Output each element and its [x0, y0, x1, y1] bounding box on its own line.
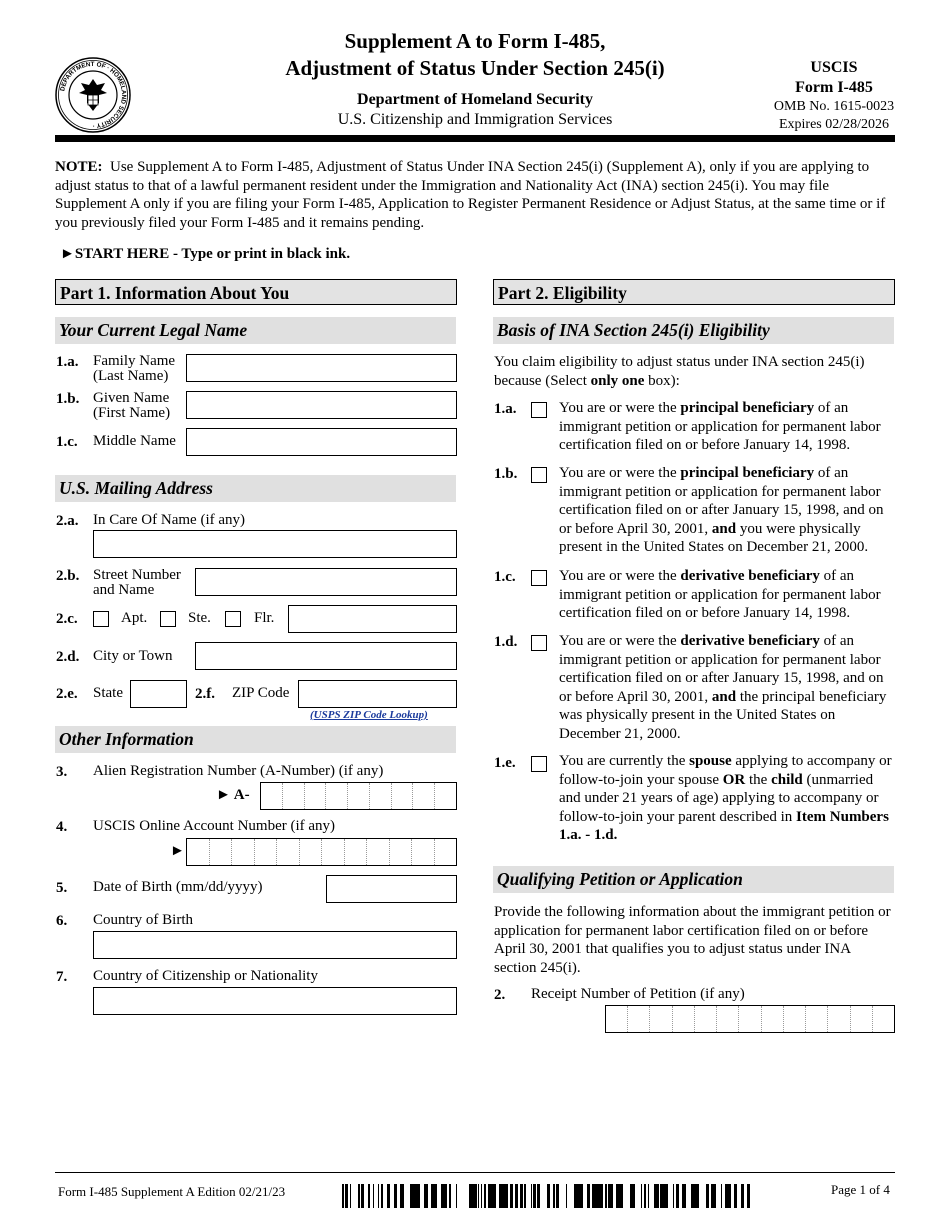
country-birth-number: 6. — [56, 913, 68, 929]
other-info-heading: Other Information — [55, 726, 456, 753]
agency-name: U.S. Citizenship and Immigration Services — [337, 111, 613, 128]
street-number: 2.b. — [56, 568, 80, 584]
intro-text: You claim eligibility to adjust status under INA section 245(i) because (Select — [494, 354, 865, 389]
option-1e-or: OR — [722, 771, 746, 788]
given-name-input[interactable] — [186, 391, 457, 419]
city-input[interactable] — [195, 642, 457, 670]
option-1b-mid: of an immigrant petition or application for permanent labor certification filed on or after January 15, 1998, and on or before April 30, 2001, — [559, 465, 884, 537]
option-1e-mid: applying to accompany or follow-to-join your spouse — [559, 753, 892, 788]
receipt-number-label: Receipt Number of Petition (if any) — [531, 986, 745, 1002]
expiration-date: Expires 02/28/2026 — [778, 117, 890, 132]
street-input[interactable] — [195, 568, 457, 596]
middle-name-label: Middle Name — [93, 433, 176, 449]
option-1b-post: you were physically present in the United States on December 21, 2000. — [559, 520, 869, 555]
option-1d-pre: You are or were the — [559, 633, 681, 649]
option-1b-bold: principal beneficiary — [680, 465, 815, 481]
option-1a-text — [559, 399, 897, 455]
legal-name-heading: Your Current Legal Name — [55, 317, 456, 344]
care-of-label: In Care Of Name (if any) — [93, 512, 246, 528]
option-1c-text — [559, 567, 897, 623]
note-paragraph — [55, 158, 897, 232]
country-birth-label: Country of Birth — [93, 912, 193, 928]
middle-name-input[interactable] — [186, 428, 457, 456]
ste-checkbox[interactable] — [160, 611, 176, 627]
note-text: Use Supplement A to Form I-485, Adjustment of Status Under INA Section 245(i) (Supplement A), only if you are applying to adjust status to that of a lawful permanent resident under the Immigration and Nationality Act (INA) section 245(i). You may file Supplement A only if you are filing your Form I-485, Application to Register Permanent Residence or Adjust Status, at the same time or if you previously filed your Form I-485 and it remains pending. — [55, 159, 886, 231]
dhs-seal-logo — [55, 57, 131, 133]
zip-label: ZIP Code — [232, 685, 290, 701]
option-1c-bold: derivative beneficiary — [680, 568, 820, 584]
flr-label: Flr. — [254, 610, 275, 626]
form-number: Form I-485 — [795, 79, 873, 96]
state-select[interactable] — [130, 680, 187, 708]
uscis-label: USCIS — [810, 59, 858, 76]
part1-header: Part 1. Information About You — [55, 279, 457, 305]
online-account-number: 4. — [56, 819, 68, 835]
option-1b-checkbox[interactable] — [531, 467, 547, 483]
header-rule — [55, 135, 895, 142]
option-1e-number: 1.e. — [494, 755, 516, 771]
citizenship-label: Country of Citizenship or Nationality — [93, 968, 318, 984]
dob-number: 5. — [56, 880, 68, 896]
given-name-number: 1.b. — [56, 391, 80, 407]
option-1e-child: child — [771, 771, 803, 788]
option-1d-text — [559, 632, 897, 743]
online-account-prefix: ► — [170, 843, 185, 859]
option-1b-and: and — [711, 520, 737, 537]
street-label — [93, 568, 181, 598]
flr-checkbox[interactable] — [225, 611, 241, 627]
apt-checkbox[interactable] — [93, 611, 109, 627]
dob-label: Date of Birth (mm/dd/yyyy) — [93, 879, 263, 895]
given-name-label-line2: (First Name) — [93, 405, 171, 421]
family-name-label — [93, 354, 175, 384]
eligibility-intro — [494, 353, 894, 390]
qualifying-text: Provide the following information about the immigrant petition or application for permanent labor certification filed on or before April 30, 2001 that qualifies you to adjust status under INA section 245(i). — [494, 904, 891, 976]
svg-text:DEPARTMENT OF · HOMELAND SECUR: DEPARTMENT OF · HOMELAND SECURITY · — [59, 60, 128, 130]
option-1e-pre: You are currently the — [559, 753, 690, 769]
option-1d-checkbox[interactable] — [531, 635, 547, 651]
middle-name-number: 1.c. — [56, 434, 78, 450]
title-line-1: Supplement A to Form I-485, — [344, 29, 606, 53]
option-1e-mid2: the — [745, 771, 772, 788]
dob-input[interactable] — [326, 875, 457, 903]
barcode-image — [342, 1184, 750, 1208]
street-label-line2: and Name — [93, 582, 155, 598]
basis-heading: Basis of INA Section 245(i) Eligibility — [493, 317, 894, 344]
apt-label: Apt. — [121, 610, 148, 626]
online-account-input[interactable] — [186, 838, 457, 866]
option-1e-checkbox[interactable] — [531, 756, 547, 772]
option-1e-items: Item Numbers 1.a. - 1.d. — [559, 808, 889, 843]
receipt-number-number: 2. — [494, 987, 506, 1003]
mailing-address-heading: U.S. Mailing Address — [55, 475, 456, 502]
option-1d-mid: of an immigrant petition or application for permanent labor certification filed on or after January 15, 1998, and on or before April 30, 2001, — [559, 633, 884, 705]
option-1d-and: and — [711, 688, 737, 705]
receipt-number-input[interactable] — [605, 1005, 895, 1033]
omb-number: OMB No. 1615-0023 — [773, 99, 895, 114]
start-here: ►START HERE - Type or print in black ink. — [60, 246, 351, 262]
intro-end: box): — [644, 372, 680, 389]
option-1e-spouse: spouse — [689, 753, 732, 769]
family-name-label-line1: Family Name — [93, 353, 176, 369]
care-of-input[interactable] — [93, 530, 457, 558]
family-name-input[interactable] — [186, 354, 457, 382]
given-name-label — [93, 391, 170, 421]
option-1c-number: 1.c. — [494, 569, 516, 585]
country-birth-input[interactable] — [93, 931, 457, 959]
state-label: State — [93, 685, 123, 701]
option-1d-bold: derivative beneficiary — [680, 633, 820, 649]
intro-bold: only one — [590, 372, 645, 389]
a-number-number: 3. — [56, 764, 68, 780]
option-1d-number: 1.d. — [494, 634, 518, 650]
city-number: 2.d. — [56, 649, 80, 665]
option-1a-bold: principal beneficiary — [680, 400, 815, 416]
option-1c-pre: You are or were the — [559, 568, 681, 584]
zip-lookup-link[interactable]: (USPS ZIP Code Lookup) — [310, 709, 428, 721]
form-title — [240, 28, 710, 82]
unit-number: 2.c. — [56, 611, 78, 627]
citizenship-number: 7. — [56, 969, 68, 985]
option-1a-pre: You are or were the — [559, 400, 681, 416]
option-1a-number: 1.a. — [494, 401, 517, 417]
option-1d-post: the principal beneficiary was physically present in the United States on December 21, 2000. — [559, 688, 887, 742]
city-label: City or Town — [93, 648, 173, 664]
footer-rule — [55, 1172, 895, 1173]
note-label: NOTE: — [55, 159, 103, 175]
option-1e-mid3: (unmarried and under 21 years of age) applying to accompany or follow-to-join your parent described in — [559, 771, 879, 825]
option-1e-text — [559, 752, 897, 845]
part2-header: Part 2. Eligibility — [493, 279, 895, 305]
option-1a-post: of an immigrant petition or application for permanent labor certification filed on or before January 14, 1998. — [559, 400, 881, 453]
title-line-2: Adjustment of Status Under Section 245(i) — [285, 56, 665, 80]
department-name: Department of Homeland Security — [357, 91, 593, 108]
family-name-number: 1.a. — [56, 354, 79, 370]
a-number-input[interactable] — [260, 782, 457, 810]
footer-form-edition: Form I-485 Supplement A Edition 02/21/23 — [58, 1184, 286, 1199]
option-1b-pre: You are or were the — [559, 465, 681, 481]
street-label-line1: Street Number — [93, 567, 181, 583]
qualifying-heading: Qualifying Petition or Application — [493, 866, 894, 893]
option-1b-number: 1.b. — [494, 466, 518, 482]
care-of-number: 2.a. — [56, 513, 79, 529]
zip-number: 2.f. — [195, 686, 215, 702]
option-1b-text — [559, 464, 897, 557]
option-1c-post: of an immigrant petition or application for permanent labor certification filed on or before January 14, 1998. — [559, 568, 881, 621]
ste-label: Ste. — [188, 610, 211, 626]
footer-page-number: Page 1 of 4 — [831, 1182, 890, 1197]
unit-input[interactable] — [288, 605, 457, 633]
zip-input[interactable] — [298, 680, 457, 708]
online-account-label: USCIS Online Account Number (if any) — [93, 818, 336, 834]
a-number-label: Alien Registration Number (A-Number) (if any) — [93, 763, 384, 779]
a-number-prefix: ► A- — [216, 787, 250, 803]
family-name-label-line2: (Last Name) — [93, 368, 169, 384]
citizenship-input[interactable] — [93, 987, 457, 1015]
state-number: 2.e. — [56, 686, 78, 702]
option-1c-checkbox[interactable] — [531, 570, 547, 586]
option-1a-checkbox[interactable] — [531, 402, 547, 418]
form-meta — [770, 58, 898, 134]
given-name-label-line1: Given Name — [93, 390, 170, 406]
